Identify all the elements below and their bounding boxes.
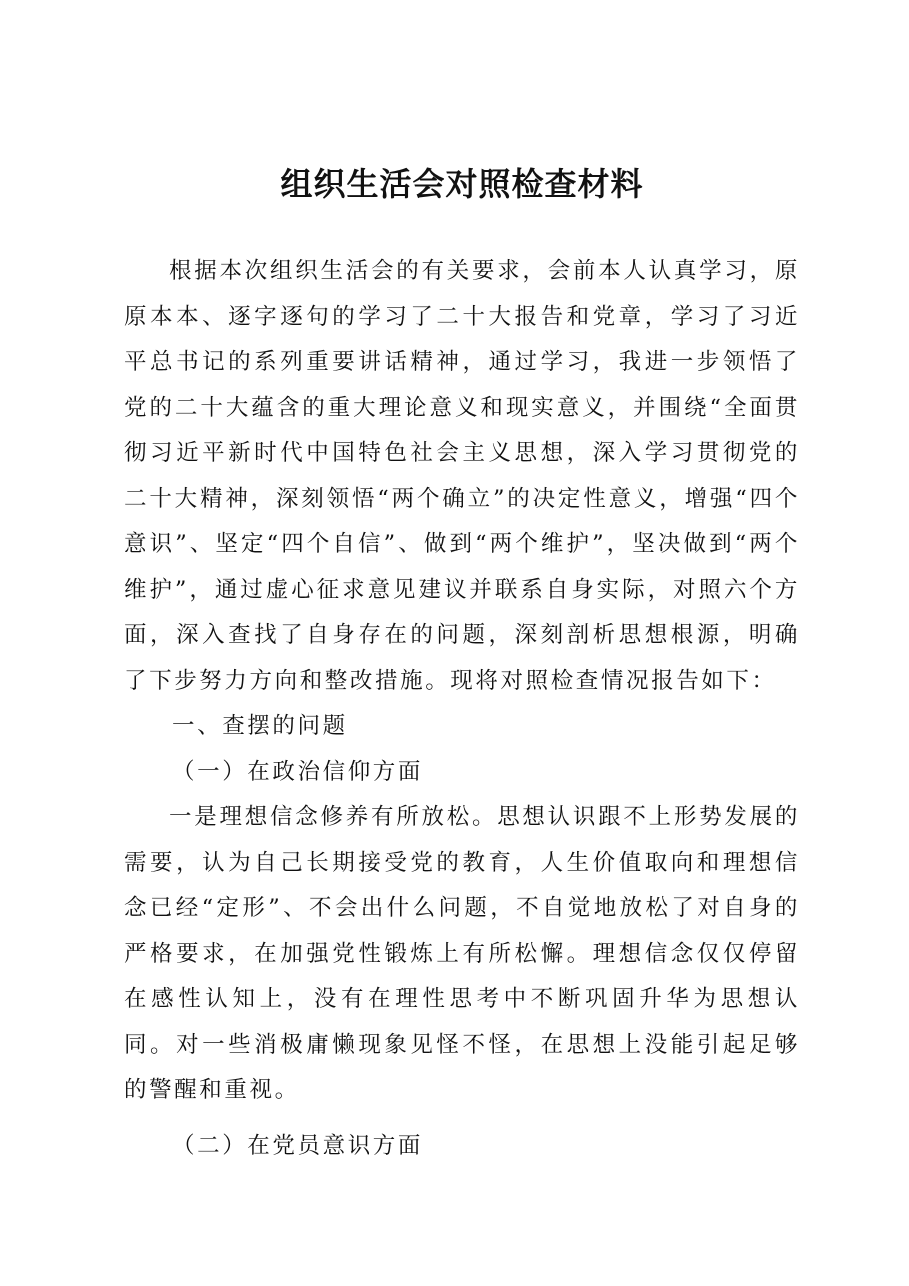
intro-paragraph: 根据本次组织生活会的有关要求，会前本人认真学习，原原本本、逐字逐句的学习了二十大报告和党章，学习了习近平总书记的系列重要讲话精神，通过学习，我进一步领悟了党的二十大蕴含的重大理论意义和现实意义，并围绕“全面贯彻习近平新时代中国特色社会主义思想，深入学习贯彻党的二十大精神，深刻领悟“两个确立”的决定性意义，增强“四个意识”、坚定“四个自信”、做到“两个维护”，坚决做到“两个维护”，通过虚心征求意见建议并联系自身实际，对照六个方面，深入查找了自身存在的问题，深刻剖析思想根源，明确了下步努力方向和整改措施。现将对照检查情况报告如下： (124, 258, 800, 694)
document-body (124, 249, 800, 1169)
section-heading-problems: 一、查摆的问题 (172, 713, 348, 739)
document-title: 组织生活会对照检查材料 (280, 165, 644, 203)
political-belief-paragraph: 一是理想信念修养有所放松。思想认识跟不上形势发展的需要，认为自己长期接受党的教育，人生价值取向和理想信念已经“定形”、不会出什么问题，不自觉地放松了对自身的严格要求，在加强党性锻炼上有所松懈。理想信念仅仅停留在感性认知上，没有在理性思考中不断巩固升华为思想认同。对一些消极庸懒现象见怪不怪，在思想上没能引起足够的警醒和重视。 (124, 804, 800, 1103)
subsection-heading-party-awareness: （二）在党员意识方面 (172, 1132, 424, 1159)
subsection-heading-political-belief: （一）在政治信仰方面 (172, 758, 424, 785)
